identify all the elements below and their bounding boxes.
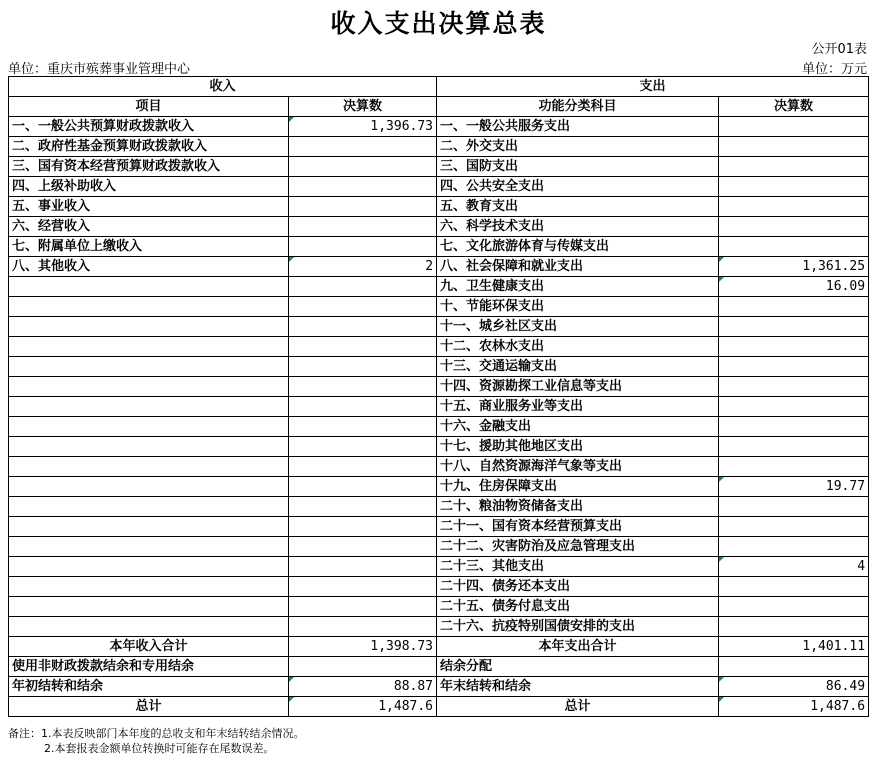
- income-total-value: 1,398.73: [289, 637, 437, 657]
- expense-item-value: [719, 357, 869, 377]
- income-item-value: [289, 617, 437, 637]
- income-item-label: [9, 437, 289, 457]
- expense-amount-column-header: 决算数: [719, 97, 869, 117]
- expense-item-label: 三、国防支出: [437, 157, 719, 177]
- item-column-header: 项目: [9, 97, 289, 117]
- surplus-distribution-value: [719, 657, 869, 677]
- expense-item-label: 十八、自然资源海洋气象等支出: [437, 457, 719, 477]
- income-item-value: [289, 277, 437, 297]
- income-item-label: [9, 577, 289, 597]
- report-title: 收入支出决算总表: [330, 9, 547, 38]
- function-class-column-header: 功能分类科目: [437, 97, 719, 117]
- form-code: 公开01表: [811, 42, 867, 57]
- end-carryover-value: 86.49: [719, 677, 869, 697]
- carryover-row: [9, 677, 869, 697]
- expense-item-label: 六、科学技术支出: [437, 217, 719, 237]
- income-item-label: [9, 557, 289, 577]
- expense-item-label: 五、教育支出: [437, 197, 719, 217]
- expense-item-value: [719, 537, 869, 557]
- income-item-value: [289, 217, 437, 237]
- unused-surplus-label: 使用非财政拨款结余和专用结余: [9, 657, 289, 677]
- income-item-label: 八、其他收入: [9, 257, 289, 277]
- expense-item-value: [719, 517, 869, 537]
- surplus-usage-row: [9, 657, 869, 677]
- income-item-value: [289, 177, 437, 197]
- table-row: [9, 337, 869, 357]
- income-item-value: [289, 517, 437, 537]
- expense-total-label: 本年支出合计: [437, 637, 719, 657]
- income-item-value: [289, 457, 437, 477]
- table-row: [9, 537, 869, 557]
- income-item-value: [289, 157, 437, 177]
- expense-item-value: 16.09: [719, 277, 869, 297]
- expense-item-value: [719, 457, 869, 477]
- income-item-label: 七、附属单位上缴收入: [9, 237, 289, 257]
- income-section-header: 收入: [9, 77, 437, 97]
- income-item-value: [289, 317, 437, 337]
- table-row: [9, 557, 869, 577]
- income-item-value: [289, 397, 437, 417]
- income-item-label: [9, 417, 289, 437]
- expense-item-label: 二十、粮油物资储备支出: [437, 497, 719, 517]
- income-item-value: [289, 497, 437, 517]
- expense-item-label: 二十六、抗疫特别国债安排的支出: [437, 617, 719, 637]
- begin-carryover-value: 88.87: [289, 677, 437, 697]
- note-1: 备注：1.本表反映部门本年度的总收支和年末结转结余情况。: [8, 727, 305, 740]
- expense-item-label: 二十三、其他支出: [437, 557, 719, 577]
- table-row: [9, 177, 869, 197]
- expense-item-value: [719, 317, 869, 337]
- grand-total-label-left: 总计: [9, 697, 289, 717]
- income-item-value: [289, 377, 437, 397]
- expense-item-label: 十三、交通运输支出: [437, 357, 719, 377]
- income-item-value: [289, 597, 437, 617]
- expense-item-value: [719, 397, 869, 417]
- section-header-row: [9, 77, 869, 97]
- expense-item-value: [719, 337, 869, 357]
- income-item-value: [289, 137, 437, 157]
- expense-item-value: [719, 497, 869, 517]
- expense-total-value: 1,401.11: [719, 637, 869, 657]
- expense-item-value: [719, 217, 869, 237]
- income-item-value: [289, 577, 437, 597]
- table-row: [9, 597, 869, 617]
- income-item-label: 一、一般公共预算财政拨款收入: [9, 117, 289, 137]
- income-item-value: [289, 357, 437, 377]
- column-header-row: [9, 97, 869, 117]
- income-item-label: 六、经营收入: [9, 217, 289, 237]
- grand-total-label-right: 总计: [437, 697, 719, 717]
- grand-total-value-left: 1,487.6: [289, 697, 437, 717]
- income-item-value: 1,396.73: [289, 117, 437, 137]
- expense-item-value: [719, 197, 869, 217]
- income-item-label: [9, 537, 289, 557]
- expense-item-label: 十五、商业服务业等支出: [437, 397, 719, 417]
- income-item-label: [9, 297, 289, 317]
- income-item-label: [9, 357, 289, 377]
- expense-item-value: 1,361.25: [719, 257, 869, 277]
- expense-item-value: [719, 117, 869, 137]
- income-item-value: [289, 537, 437, 557]
- income-item-value: [289, 237, 437, 257]
- income-item-label: [9, 597, 289, 617]
- table-row: [9, 297, 869, 317]
- income-item-label: [9, 617, 289, 637]
- expense-item-value: [719, 137, 869, 157]
- unused-surplus-value: [289, 657, 437, 677]
- income-item-value: [289, 337, 437, 357]
- expense-item-label: 二十四、债务还本支出: [437, 577, 719, 597]
- table-row: [9, 437, 869, 457]
- expense-item-label: 二十二、灾害防治及应急管理支出: [437, 537, 719, 557]
- table-row: [9, 357, 869, 377]
- income-total-label: 本年收入合计: [9, 637, 289, 657]
- table-row: [9, 137, 869, 157]
- unit-organization: 单位：重庆市殡葬事业管理中心: [8, 62, 191, 77]
- expense-item-label: 一、一般公共服务支出: [437, 117, 719, 137]
- expense-item-value: [719, 617, 869, 637]
- table-row: [9, 117, 869, 137]
- income-item-value: [289, 557, 437, 577]
- end-carryover-label: 年末结转和结余: [437, 677, 719, 697]
- expense-item-label: 二、外交支出: [437, 137, 719, 157]
- income-item-label: [9, 317, 289, 337]
- table-row: [9, 497, 869, 517]
- expense-item-label: 九、卫生健康支出: [437, 277, 719, 297]
- expense-item-label: 十七、援助其他地区支出: [437, 437, 719, 457]
- expense-item-label: 八、社会保障和就业支出: [437, 257, 719, 277]
- income-item-label: [9, 457, 289, 477]
- table-row: [9, 377, 869, 397]
- table-row: [9, 257, 869, 277]
- expense-item-value: [719, 177, 869, 197]
- table-row: [9, 517, 869, 537]
- expense-item-value: [719, 297, 869, 317]
- income-item-label: 五、事业收入: [9, 197, 289, 217]
- unit-money: 单位：万元: [801, 62, 867, 77]
- income-item-label: [9, 517, 289, 537]
- table-row: [9, 457, 869, 477]
- note-2: 2.本套报表金额单位转换时可能存在尾数误差。: [44, 742, 275, 755]
- income-expense-table: [8, 76, 869, 717]
- income-item-value: [289, 197, 437, 217]
- table-row: [9, 417, 869, 437]
- expense-item-label: 十、节能环保支出: [437, 297, 719, 317]
- expense-item-value: [719, 437, 869, 457]
- expense-item-value: [719, 417, 869, 437]
- expense-item-label: 十九、住房保障支出: [437, 477, 719, 497]
- expense-item-label: 二十一、国有资本经营预算支出: [437, 517, 719, 537]
- table-row: [9, 157, 869, 177]
- income-item-value: [289, 297, 437, 317]
- expense-item-label: 十二、农林水支出: [437, 337, 719, 357]
- expense-item-label: 十六、金融支出: [437, 417, 719, 437]
- income-item-label: 三、国有资本经营预算财政拨款收入: [9, 157, 289, 177]
- notes: [8, 726, 305, 756]
- income-item-label: [9, 397, 289, 417]
- grand-total-value-right: 1,487.6: [719, 697, 869, 717]
- expense-item-label: 十一、城乡社区支出: [437, 317, 719, 337]
- expense-item-value: [719, 597, 869, 617]
- expense-item-label: 四、公共安全支出: [437, 177, 719, 197]
- income-item-label: [9, 497, 289, 517]
- total-row: [9, 637, 869, 657]
- income-item-value: [289, 477, 437, 497]
- table-row: [9, 217, 869, 237]
- expense-item-value: 4: [719, 557, 869, 577]
- income-item-label: [9, 377, 289, 397]
- table-row: [9, 317, 869, 337]
- expense-item-value: [719, 577, 869, 597]
- income-item-label: 二、政府性基金预算财政拨款收入: [9, 137, 289, 157]
- expense-item-value: [719, 237, 869, 257]
- expense-item-value: 19.77: [719, 477, 869, 497]
- expense-item-value: [719, 377, 869, 397]
- table-row: [9, 477, 869, 497]
- income-amount-column-header: 决算数: [289, 97, 437, 117]
- income-item-label: [9, 277, 289, 297]
- income-item-value: [289, 437, 437, 457]
- income-item-label: [9, 477, 289, 497]
- table-row: [9, 577, 869, 597]
- expense-item-label: 七、文化旅游体育与传媒支出: [437, 237, 719, 257]
- income-item-value: [289, 417, 437, 437]
- grand-total-row: [9, 697, 869, 717]
- expense-section-header: 支出: [437, 77, 869, 97]
- income-item-value: 2: [289, 257, 437, 277]
- income-item-label: 四、上级补助收入: [9, 177, 289, 197]
- income-item-label: [9, 337, 289, 357]
- table-row: [9, 277, 869, 297]
- surplus-distribution-label: 结余分配: [437, 657, 719, 677]
- begin-carryover-label: 年初结转和结余: [9, 677, 289, 697]
- table-row: [9, 397, 869, 417]
- table-row: [9, 237, 869, 257]
- expense-item-value: [719, 157, 869, 177]
- expense-item-label: 二十五、债务付息支出: [437, 597, 719, 617]
- expense-item-label: 十四、资源勘探工业信息等支出: [437, 377, 719, 397]
- table-row: [9, 197, 869, 217]
- table-row: [9, 617, 869, 637]
